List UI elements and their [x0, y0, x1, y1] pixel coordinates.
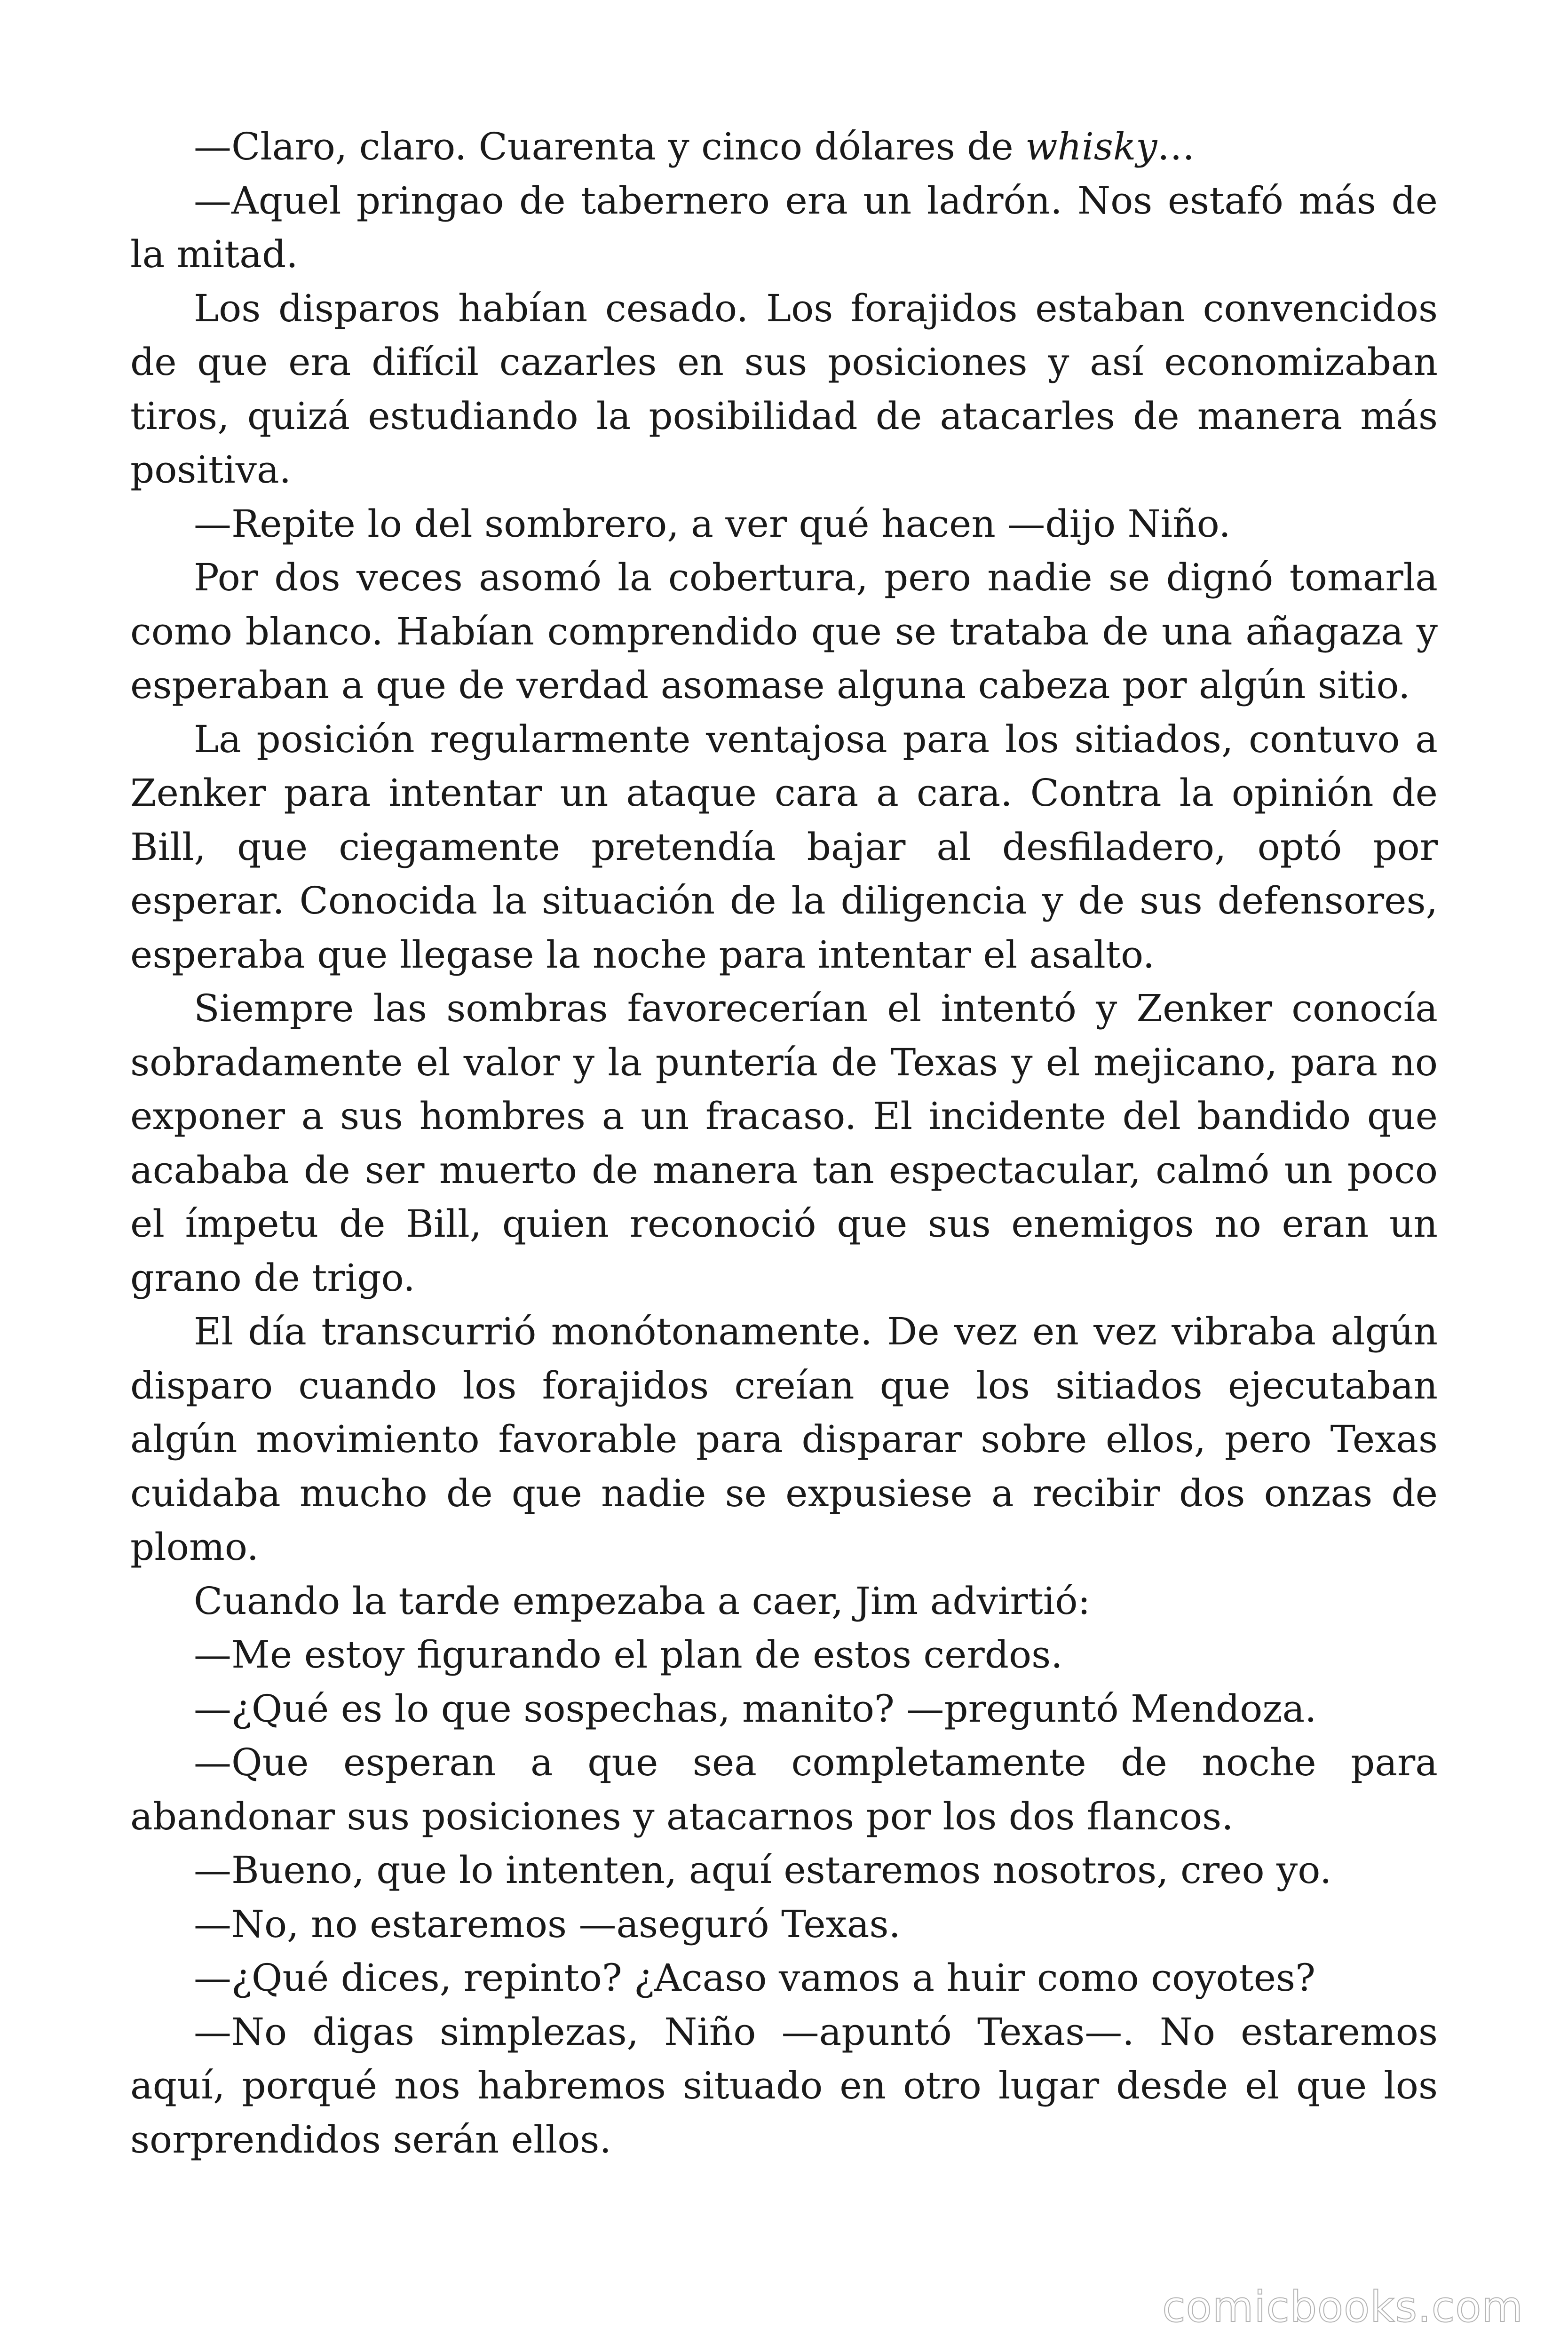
paragraph-text: —Claro, claro. Cuarenta y cinco dólares de [194, 125, 1026, 168]
paragraph: Los disparos habían cesado. Los forajidos estaban convencidos de que era difícil cazarles en sus posiciones y así economizaban tiros, quizá estudiando la posibilidad de atacarles de manera más positiva. [130, 286, 1438, 492]
paragraph: —¿Qué es lo que sospechas, manito? —preguntó Mendoza. [194, 1686, 1317, 1731]
paragraph: Siempre las sombras favorecerían el intentó y Zenker conocía sobradamente el valor y la puntería de Texas y el mejicano, para no exponer a sus hombres a un fracaso. El incidente del bandido que acababa de ser muerto de manera tan espectacular, calmó un poco el ímpetu de Bill, quien reconoció que sus enemigos no eran un grano de trigo. [130, 986, 1438, 1300]
paragraph: Cuando la tarde empezaba a caer, Jim advirtió: [194, 1579, 1091, 1623]
paragraph: El día transcurrió monótonamente. De vez en vez vibraba algún disparo cuando los forajidos creían que los sitiados ejecutaban algún movimiento favorable para disparar sobre ellos, pero Texas cuidaba mucho de que nadie se expusiese a recibir dos onzas de plomo. [130, 1310, 1438, 1569]
paragraph: —Que esperan a que sea completamente de noche para abandonar sus posiciones y atacarnos por los dos flancos. [130, 1740, 1438, 1838]
paragraph: —No digas simplezas, Niño —apuntó Texas—. No estaremos aquí, porqué nos habremos situado en otro lugar desde el que los sorprendidos serán ellos. [130, 2010, 1438, 2161]
paragraph: —Me estoy figurando el plan de estos cerdos. [194, 1633, 1063, 1677]
paragraph [130, 120, 1438, 174]
watermark: comicbooks.com [1162, 2282, 1523, 2332]
italic-word: whisky [1025, 125, 1157, 168]
paragraph: —Repite lo del sombrero, a ver qué hacen —dijo Niño. [194, 501, 1231, 546]
page-body [130, 120, 1438, 2167]
paragraph: Por dos veces asomó la cobertura, pero nadie se dignó tomarla como blanco. Habían comprendido que se trataba de una añagaza y esperaban a que de verdad asomase alguna cabeza por algún sitio. [130, 556, 1438, 707]
paragraph: —Bueno, que lo intenten, aquí estaremos nosotros, creo yo. [194, 1848, 1332, 1892]
paragraph: —No, no estaremos —aseguró Texas. [194, 1902, 901, 1946]
paragraph: La posición regularmente ventajosa para los sitiados, contuvo a Zenker para intentar un ataque cara a cara. Contra la opinión de Bill, que ciegamente pretendía bajar al desfiladero, optó por esperar. Conocida la situación de la diligencia y de sus defensores, esperaba que llegase la noche para intentar el asalto. [130, 717, 1438, 977]
paragraph: —Aquel pringao de tabernero era un ladrón. Nos estafó más de la mitad. [130, 178, 1438, 276]
paragraph-text: … [1157, 125, 1195, 168]
paragraph: —¿Qué dices, repinto? ¿Acaso vamos a huir como coyotes? [194, 1956, 1315, 2000]
